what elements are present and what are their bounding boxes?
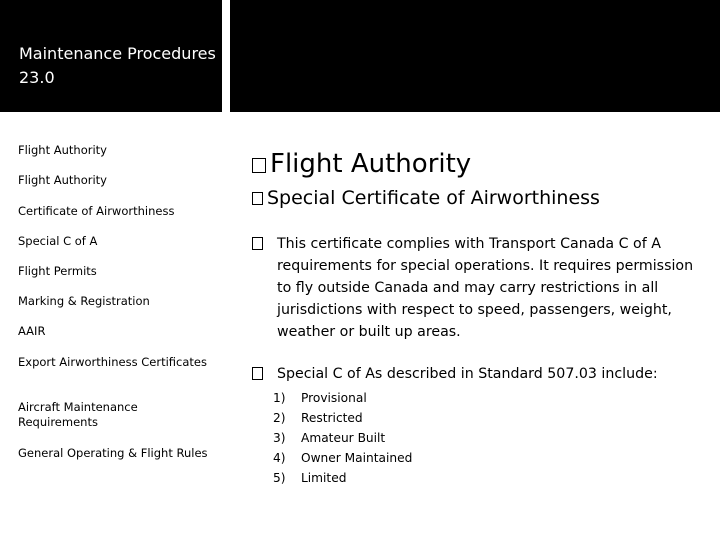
- sidebar-item-aircraft-maintenance[interactable]: Aircraft Maintenance Requirements: [18, 400, 138, 429]
- sidebar-item-special-c-of-a[interactable]: Special C of A: [18, 234, 98, 248]
- list-number: 2): [273, 411, 286, 425]
- slide-title: [252, 147, 471, 181]
- list-intro-text: Special C of As described in Standard 507.03 include:: [277, 366, 658, 382]
- header-bar-right: [230, 0, 720, 112]
- sidebar-item-marking-registration[interactable]: Marking & Registration: [18, 294, 150, 308]
- list-item: [273, 408, 573, 428]
- slide-subtitle-text: Special Certificate of Airworthiness: [267, 187, 600, 209]
- list-number: 3): [273, 431, 286, 445]
- sidebar-item-general-operating[interactable]: General Operating & Flight Rules: [18, 446, 208, 460]
- bullet-box-icon: [252, 237, 263, 250]
- presentation-title: Maintenance Procedures 23.0: [19, 44, 216, 87]
- bullet-box-icon: [252, 192, 263, 205]
- sidebar-item-aair[interactable]: AAIR: [18, 324, 46, 338]
- slide-subtitle: [252, 185, 600, 211]
- sidebar-item-flight-permits[interactable]: Flight Permits: [18, 264, 97, 278]
- sidebar-item-flight-authority-heading[interactable]: Flight Authority: [18, 143, 107, 157]
- bullet-box-icon: [252, 367, 263, 380]
- bullet-box-icon: [252, 158, 266, 173]
- list-intro-row: [252, 363, 707, 385]
- certificate-types-list: [273, 388, 573, 488]
- list-number: 4): [273, 451, 286, 465]
- description-paragraph: [252, 233, 707, 343]
- description-text: This certificate complies with Transport Canada C of A requirements for special operations. It requires permission to fly outside Canada and may carry restrictions in all jurisdictions with respect to speed, passengers, weight, weather or built up areas.: [277, 236, 694, 340]
- list-item-text: Limited: [301, 471, 347, 485]
- list-number: 1): [273, 391, 286, 405]
- list-item-text: Owner Maintained: [301, 451, 413, 465]
- list-item: [273, 468, 573, 488]
- list-item: [273, 448, 573, 468]
- list-item-text: Amateur Built: [301, 431, 386, 445]
- list-item-text: Restricted: [301, 411, 363, 425]
- slide-title-text: Flight Authority: [270, 149, 472, 179]
- list-item-text: Provisional: [301, 391, 367, 405]
- list-item: [273, 428, 573, 448]
- list-item: [273, 388, 573, 408]
- sidebar-item-certificate-of-airworthiness[interactable]: Certificate of Airworthiness: [18, 204, 175, 218]
- sidebar-item-export-airworthiness[interactable]: Export Airworthiness Certificates: [18, 355, 207, 369]
- list-number: 5): [273, 471, 286, 485]
- sidebar-item-flight-authority[interactable]: Flight Authority: [18, 173, 107, 187]
